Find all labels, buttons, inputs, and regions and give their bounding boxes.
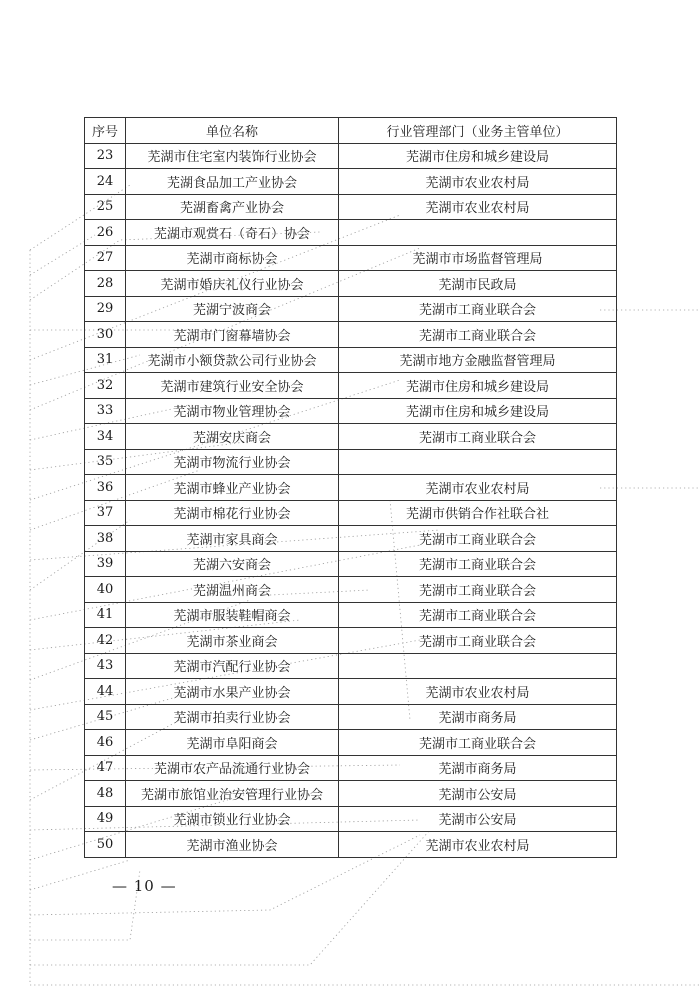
cell-unit-name: 芜湖市物业管理协会 — [126, 398, 339, 424]
cell-serial-number: 24 — [85, 169, 126, 195]
cell-serial-number: 37 — [85, 500, 126, 526]
table-row — [85, 296, 617, 322]
cell-serial-number: 44 — [85, 679, 126, 705]
cell-management-department — [339, 653, 617, 679]
cell-unit-name: 芜湖市拍卖行业协会 — [126, 704, 339, 730]
cell-management-department: 芜湖市农业农村局 — [339, 475, 617, 501]
cell-unit-name: 芜湖市渔业协会 — [126, 832, 339, 858]
table-row — [85, 526, 617, 552]
cell-serial-number: 49 — [85, 806, 126, 832]
table-row — [85, 602, 617, 628]
header-management-department: 行业管理部门（业务主管单位） — [339, 118, 617, 144]
cell-unit-name: 芜湖市家具商会 — [126, 526, 339, 552]
cell-serial-number: 29 — [85, 296, 126, 322]
cell-unit-name: 芜湖安庆商会 — [126, 424, 339, 450]
cell-serial-number: 34 — [85, 424, 126, 450]
cell-serial-number: 41 — [85, 602, 126, 628]
cell-unit-name: 芜湖市小额贷款公司行业协会 — [126, 347, 339, 373]
cell-management-department: 芜湖市住房和城乡建设局 — [339, 143, 617, 169]
table-row — [85, 832, 617, 858]
cell-unit-name: 芜湖市水果产业协会 — [126, 679, 339, 705]
cell-unit-name: 芜湖市农产品流通行业协会 — [126, 755, 339, 781]
table-row — [85, 245, 617, 271]
table-row — [85, 194, 617, 220]
cell-management-department: 芜湖市供销合作社联合社 — [339, 500, 617, 526]
table-row — [85, 781, 617, 807]
cell-serial-number: 25 — [85, 194, 126, 220]
association-table — [84, 117, 617, 858]
page-number: — 10 — — [112, 877, 177, 895]
cell-unit-name: 芜湖市观赏石（奇石）协会 — [126, 220, 339, 246]
cell-unit-name: 芜湖畜禽产业协会 — [126, 194, 339, 220]
header-serial-number: 序号 — [85, 118, 126, 144]
table-row — [85, 373, 617, 399]
table-header-row — [85, 118, 617, 144]
cell-management-department: 芜湖市公安局 — [339, 806, 617, 832]
cell-unit-name: 芜湖食品加工产业协会 — [126, 169, 339, 195]
cell-serial-number: 40 — [85, 577, 126, 603]
cell-unit-name: 芜湖市门窗幕墙协会 — [126, 322, 339, 348]
cell-management-department: 芜湖市商务局 — [339, 704, 617, 730]
table-row — [85, 322, 617, 348]
cell-serial-number: 42 — [85, 628, 126, 654]
cell-management-department: 芜湖市农业农村局 — [339, 832, 617, 858]
cell-unit-name: 芜湖市住宅室内装饰行业协会 — [126, 143, 339, 169]
cell-serial-number: 30 — [85, 322, 126, 348]
cell-management-department: 芜湖市住房和城乡建设局 — [339, 373, 617, 399]
cell-management-department: 芜湖市公安局 — [339, 781, 617, 807]
cell-serial-number: 23 — [85, 143, 126, 169]
table-row — [85, 730, 617, 756]
cell-serial-number: 35 — [85, 449, 126, 475]
cell-serial-number: 46 — [85, 730, 126, 756]
cell-management-department: 芜湖市住房和城乡建设局 — [339, 398, 617, 424]
cell-serial-number: 36 — [85, 475, 126, 501]
cell-management-department: 芜湖市工商业联合会 — [339, 730, 617, 756]
table-row — [85, 628, 617, 654]
cell-management-department — [339, 220, 617, 246]
cell-management-department: 芜湖市市场监督管理局 — [339, 245, 617, 271]
cell-management-department: 芜湖市地方金融监督管理局 — [339, 347, 617, 373]
cell-unit-name: 芜湖宁波商会 — [126, 296, 339, 322]
cell-management-department: 芜湖市农业农村局 — [339, 194, 617, 220]
cell-serial-number: 43 — [85, 653, 126, 679]
header-unit-name: 单位名称 — [126, 118, 339, 144]
cell-serial-number: 28 — [85, 271, 126, 297]
cell-unit-name: 芜湖市蜂业产业协会 — [126, 475, 339, 501]
table-row — [85, 424, 617, 450]
cell-serial-number: 32 — [85, 373, 126, 399]
cell-management-department: 芜湖市工商业联合会 — [339, 322, 617, 348]
table-row — [85, 169, 617, 195]
cell-unit-name: 芜湖六安商会 — [126, 551, 339, 577]
table-row — [85, 679, 617, 705]
table-row — [85, 347, 617, 373]
table-row — [85, 449, 617, 475]
cell-unit-name: 芜湖市商标协会 — [126, 245, 339, 271]
cell-unit-name: 芜湖市婚庆礼仪行业协会 — [126, 271, 339, 297]
table-body — [85, 143, 617, 857]
cell-unit-name: 芜湖市锁业行业协会 — [126, 806, 339, 832]
table-row — [85, 806, 617, 832]
cell-unit-name: 芜湖市棉花行业协会 — [126, 500, 339, 526]
table-row — [85, 500, 617, 526]
cell-serial-number: 47 — [85, 755, 126, 781]
cell-serial-number: 50 — [85, 832, 126, 858]
cell-serial-number: 27 — [85, 245, 126, 271]
cell-serial-number: 31 — [85, 347, 126, 373]
cell-management-department: 芜湖市工商业联合会 — [339, 577, 617, 603]
cell-serial-number: 48 — [85, 781, 126, 807]
cell-management-department: 芜湖市工商业联合会 — [339, 628, 617, 654]
table-row — [85, 551, 617, 577]
cell-unit-name: 芜湖温州商会 — [126, 577, 339, 603]
table-row — [85, 271, 617, 297]
table-row — [85, 577, 617, 603]
cell-management-department: 芜湖市工商业联合会 — [339, 424, 617, 450]
cell-unit-name: 芜湖市物流行业协会 — [126, 449, 339, 475]
table-row — [85, 475, 617, 501]
cell-management-department: 芜湖市工商业联合会 — [339, 526, 617, 552]
table-row — [85, 143, 617, 169]
cell-management-department: 芜湖市农业农村局 — [339, 169, 617, 195]
cell-unit-name: 芜湖市汽配行业协会 — [126, 653, 339, 679]
cell-serial-number: 26 — [85, 220, 126, 246]
cell-unit-name: 芜湖市旅馆业治安管理行业协会 — [126, 781, 339, 807]
cell-serial-number: 39 — [85, 551, 126, 577]
cell-unit-name: 芜湖市建筑行业安全协会 — [126, 373, 339, 399]
cell-serial-number: 33 — [85, 398, 126, 424]
cell-management-department — [339, 449, 617, 475]
table-row — [85, 220, 617, 246]
table-row — [85, 398, 617, 424]
cell-management-department: 芜湖市商务局 — [339, 755, 617, 781]
cell-management-department: 芜湖市工商业联合会 — [339, 551, 617, 577]
cell-management-department: 芜湖市民政局 — [339, 271, 617, 297]
cell-unit-name: 芜湖市阜阳商会 — [126, 730, 339, 756]
cell-management-department: 芜湖市工商业联合会 — [339, 296, 617, 322]
table-row — [85, 653, 617, 679]
cell-serial-number: 38 — [85, 526, 126, 552]
cell-unit-name: 芜湖市茶业商会 — [126, 628, 339, 654]
cell-management-department: 芜湖市工商业联合会 — [339, 602, 617, 628]
cell-management-department: 芜湖市农业农村局 — [339, 679, 617, 705]
cell-serial-number: 45 — [85, 704, 126, 730]
table-row — [85, 704, 617, 730]
table-row — [85, 755, 617, 781]
cell-unit-name: 芜湖市服装鞋帽商会 — [126, 602, 339, 628]
